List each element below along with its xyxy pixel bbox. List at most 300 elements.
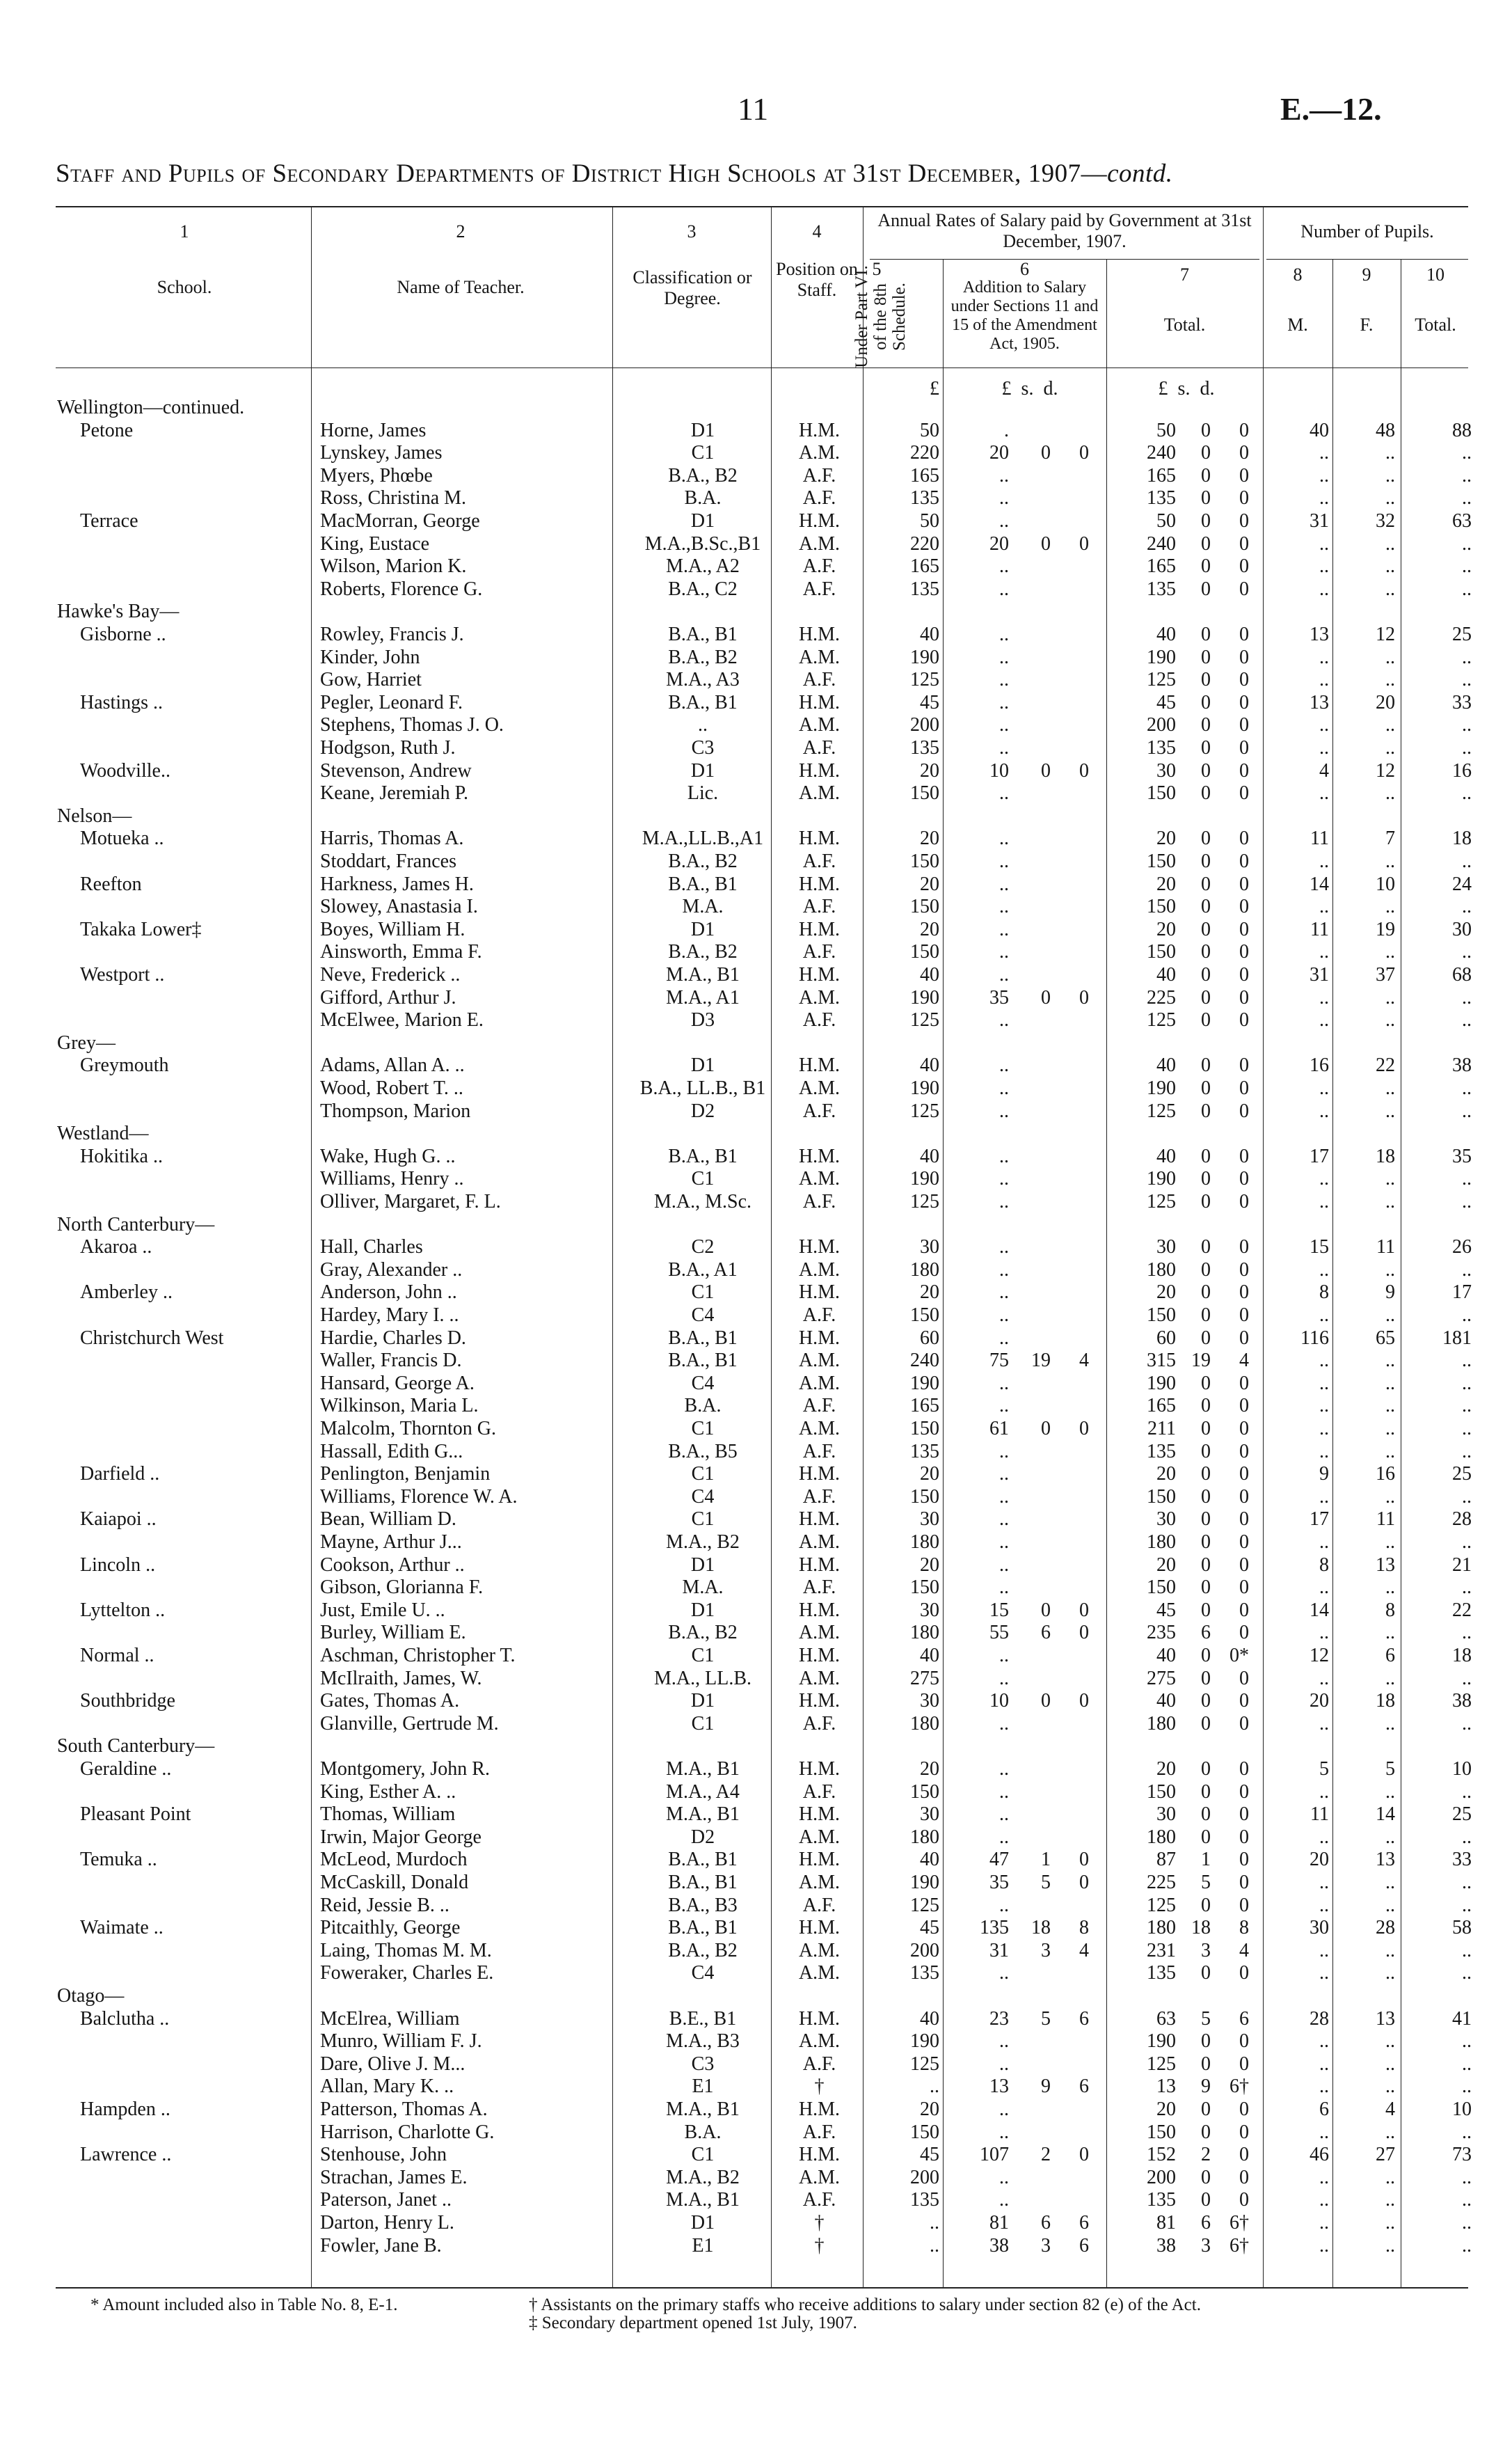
pupils-female: .. (1385, 941, 1395, 963)
table-row (0, 1327, 1512, 1349)
teacher-name: Paterson, Janet .. (320, 2189, 452, 2211)
salary-under-part-vi: 20 (920, 1281, 939, 1304)
addition-pounds: .. (999, 941, 1009, 963)
pupils-total: 28 (1452, 1508, 1472, 1531)
staff-position: A.M. (798, 782, 841, 805)
total-pence: 0 (1239, 873, 1249, 895)
pupils-female: .. (1385, 669, 1395, 691)
teacher-name: McIlraith, James, W. (320, 1667, 482, 1689)
pupils-male: 46 (1310, 2144, 1329, 2166)
school-name: Terrace (80, 510, 138, 532)
table-row (0, 2235, 1512, 2257)
total-pounds: 190 (1147, 1168, 1176, 1190)
teacher-name: Stevenson, Andrew (320, 759, 472, 782)
total-pence: 4 (1239, 1350, 1249, 1372)
salary-under-part-vi: 150 (910, 1780, 939, 1803)
total-pounds: 81 (1156, 2212, 1176, 2234)
addition-pounds: .. (999, 1508, 1009, 1531)
pupils-male: .. (1319, 941, 1329, 963)
pupils-female: .. (1385, 1395, 1395, 1417)
total-shillings: 1 (1201, 1849, 1211, 1871)
pupils-total: 22 (1452, 1599, 1472, 1621)
total-shillings: 0 (1201, 1258, 1211, 1281)
staff-position: A.F. (802, 1894, 836, 1916)
addition-pounds: .. (999, 1485, 1009, 1508)
addition-pounds: .. (999, 2189, 1009, 2211)
school-name: Amberley .. (80, 1281, 173, 1304)
salary-under-part-vi: 20 (920, 759, 939, 782)
females-header: F. (1360, 315, 1374, 335)
salary-under-part-vi: 200 (910, 714, 939, 736)
table-row (0, 1554, 1512, 1576)
pupils-female: .. (1385, 1350, 1395, 1372)
region-heading-row (0, 601, 1512, 622)
salary-under-part-vi: 190 (910, 1872, 939, 1893)
table-row (0, 1350, 1512, 1371)
total-pence: 0 (1239, 1009, 1249, 1032)
classification: B.A., B5 (668, 1440, 738, 1462)
region-name: Wellington—continued. (57, 397, 245, 418)
salary-under-part-vi: 275 (910, 1667, 939, 1689)
staff-position: A.F. (802, 2121, 836, 2143)
region-name: South Canterbury— (57, 1735, 215, 1757)
pupils-total: .. (1462, 532, 1472, 555)
total-pounds: 180 (1147, 1826, 1176, 1848)
staff-position: A.F. (802, 1576, 836, 1599)
pupils-total: 16 (1452, 759, 1472, 782)
classification: E1 (692, 2076, 714, 2098)
total-shillings: 0 (1201, 1463, 1211, 1485)
school-name: Hampden .. (80, 2099, 170, 2120)
teacher-name: McElwee, Marion E. (320, 1009, 484, 1032)
salary-under-part-vi: 40 (920, 1849, 939, 1871)
addition-pounds: .. (999, 1191, 1009, 1212)
pupils-male: 5 (1319, 1758, 1329, 1780)
pupils-female: .. (1385, 986, 1395, 1009)
total-pence: 0 (1239, 1758, 1249, 1780)
addition-pounds: 20 (989, 532, 1009, 555)
teacher-name: Glanville, Gertrude M. (320, 1712, 499, 1734)
classification: C1 (691, 2144, 715, 2166)
pupils-male: .. (1319, 578, 1329, 600)
table-row (0, 2008, 1512, 2030)
staff-position: A.M. (798, 1418, 841, 1439)
teacher-name: Harrison, Charlotte G. (320, 2121, 495, 2143)
pupils-male: 13 (1310, 624, 1329, 645)
pupils-female: .. (1385, 1872, 1395, 1893)
addition-pounds: .. (999, 691, 1009, 713)
teacher-name: Harkness, James H. (320, 873, 474, 895)
pupils-total: .. (1462, 714, 1472, 736)
salary-under-part-vi: 150 (910, 896, 939, 918)
pupils-female: 48 (1376, 419, 1395, 441)
pupils-male: .. (1319, 1485, 1329, 1508)
teacher-name: Stephens, Thomas J. O. (320, 714, 504, 736)
table-row (0, 420, 1512, 441)
total-pence: 0 (1239, 555, 1249, 578)
salary-under-part-vi: 20 (920, 873, 939, 895)
total-pence: 0 (1239, 2189, 1249, 2211)
table-row (0, 533, 1512, 555)
addition-pence: 0 (1079, 442, 1089, 464)
addition-pounds: 20 (989, 442, 1009, 464)
staff-position: A.F. (802, 2053, 836, 2075)
pupils-total: 24 (1452, 873, 1472, 895)
total-shillings: 0 (1201, 714, 1211, 736)
total-pounds: 190 (1147, 1077, 1176, 1099)
salary-under-part-vi: 220 (910, 532, 939, 555)
addition-pounds: .. (999, 1236, 1009, 1258)
total-pence: 0 (1239, 737, 1249, 759)
total-shillings: 0 (1201, 941, 1211, 963)
teacher-name: Gow, Harriet (320, 669, 422, 691)
addition-pounds: .. (999, 1962, 1009, 1984)
total-shillings: 3 (1201, 2234, 1211, 2257)
col-num-4: 4 (812, 221, 822, 242)
table-row (0, 919, 1512, 940)
pupils-male: .. (1319, 1440, 1329, 1462)
pupils-female: 22 (1376, 1054, 1395, 1077)
staff-position: H.M. (798, 1554, 841, 1576)
pupils-total: 38 (1452, 1054, 1472, 1077)
classification: M.A., A3 (666, 669, 740, 691)
table-row (0, 1486, 1512, 1508)
salary-under-part-vi: 150 (910, 1485, 939, 1508)
pupils-female: 12 (1376, 624, 1395, 645)
pupils-female: 4 (1385, 2099, 1395, 2120)
pupils-male: .. (1319, 2212, 1329, 2234)
addition-pounds: .. (999, 1554, 1009, 1576)
total-pounds: 50 (1156, 419, 1176, 441)
pupils-total: .. (1462, 1372, 1472, 1394)
total-pounds: 231 (1147, 1939, 1176, 1961)
table-row (0, 1690, 1512, 1712)
total-pence: 0 (1239, 669, 1249, 691)
staff-position: † (814, 2212, 825, 2234)
total-pence: 0 (1239, 1531, 1249, 1553)
staff-position: H.M. (798, 918, 841, 940)
salary-under-part-vi: 40 (920, 624, 939, 645)
pupils-male: .. (1319, 1258, 1329, 1281)
total-pounds: 20 (1156, 1554, 1176, 1576)
pupils-group-header: Number of Pupils. (1300, 221, 1434, 242)
addition-pounds: 10 (989, 1690, 1009, 1712)
teacher-name: Thomas, William (320, 1803, 456, 1826)
pupils-male: 31 (1310, 510, 1329, 532)
pupils-total: .. (1462, 2076, 1472, 2098)
school-name: Lawrence .. (80, 2144, 172, 2166)
total-shillings: 0 (1201, 1712, 1211, 1734)
total-pounds: 235 (1147, 1622, 1176, 1644)
pupils-male: .. (1319, 1780, 1329, 1803)
addition-pounds: 38 (989, 2234, 1009, 2257)
addition-pence: 6 (1079, 2234, 1089, 2257)
addition-pounds: .. (999, 1281, 1009, 1304)
table-row (0, 760, 1512, 782)
region-name: North Canterbury— (57, 1213, 215, 1235)
addition-pounds: .. (999, 1894, 1009, 1916)
addition-pounds: .. (999, 1304, 1009, 1326)
table-row (0, 1803, 1512, 1825)
classification: C1 (691, 1645, 715, 1666)
school-name: Woodville.. (80, 759, 170, 782)
total-shillings: 0 (1201, 896, 1211, 918)
addition-pounds: 13 (989, 2076, 1009, 2098)
pupils-female: .. (1385, 464, 1395, 487)
pupils-total: .. (1462, 1780, 1472, 1803)
pupils-male: .. (1319, 1372, 1329, 1394)
salary-under-part-vi: 165 (910, 555, 939, 578)
classification: D1 (690, 1599, 715, 1621)
col-num-1: 1 (180, 221, 189, 242)
pupils-female: 11 (1376, 1236, 1395, 1258)
pupils-male: 30 (1310, 1917, 1329, 1939)
classification: B.A. (684, 1395, 722, 1417)
classification: M.A., B2 (666, 1531, 740, 1553)
addition-pounds: .. (999, 737, 1009, 759)
pupils-male: 9 (1319, 1463, 1329, 1485)
staff-position: A.M. (798, 1077, 841, 1099)
total-shillings: 3 (1201, 1939, 1211, 1961)
total-pounds: 225 (1147, 1872, 1176, 1893)
teacher-name: Mayne, Arthur J... (320, 1531, 462, 1553)
total-shillings: 0 (1201, 759, 1211, 782)
table-row (0, 692, 1512, 713)
total-pounds: 190 (1147, 1372, 1176, 1394)
pupils-total: 25 (1452, 1463, 1472, 1485)
salary-under-part-vi: 190 (910, 646, 939, 668)
pupils-female: .. (1385, 2076, 1395, 2098)
pupils-female: 37 (1376, 964, 1395, 986)
pupils-female: 9 (1385, 1281, 1395, 1304)
teacher-name: King, Esther A. .. (320, 1780, 456, 1803)
total-pence: 0 (1239, 1100, 1249, 1122)
teacher-name: Gray, Alexander .. (320, 1258, 463, 1281)
addition-pounds: .. (999, 1645, 1009, 1666)
pupils-female: 10 (1376, 873, 1395, 895)
total-pounds: 135 (1147, 1440, 1176, 1462)
total-pence: 0 (1239, 1690, 1249, 1712)
total-pounds: 165 (1147, 555, 1176, 578)
staff-position: A.F. (802, 2189, 836, 2211)
pupils-total: .. (1462, 578, 1472, 600)
table-row (0, 2030, 1512, 2052)
teacher-name: Myers, Phœbe (320, 464, 433, 487)
pupils-male: 20 (1310, 1849, 1329, 1871)
col-num-7: 7 (1180, 264, 1189, 285)
addition-pounds: .. (999, 578, 1009, 600)
salary-under-part-vi: 200 (910, 1939, 939, 1961)
staff-position: A.M. (798, 2030, 841, 2053)
salary-under-part-vi: 125 (910, 1191, 939, 1212)
addition-pounds: 31 (989, 1939, 1009, 1961)
table-row (0, 1826, 1512, 1848)
teacher-name: Laing, Thomas M. M. (320, 1939, 492, 1961)
classification: D1 (690, 1690, 715, 1712)
salary-under-part-vi: 40 (920, 1145, 939, 1167)
classification: M.A., B3 (666, 2030, 740, 2053)
salary-under-part-vi: 40 (920, 964, 939, 986)
classification: M.A., B1 (666, 2099, 740, 2120)
pupils-male: .. (1319, 1667, 1329, 1689)
teacher-name: Waller, Francis D. (320, 1350, 462, 1372)
addition-pounds: 35 (989, 986, 1009, 1009)
total-pounds: 180 (1147, 1258, 1176, 1281)
teacher-name: Patterson, Thomas A. (320, 2099, 488, 2120)
table-row (0, 987, 1512, 1009)
addition-pence: 0 (1079, 1849, 1089, 1871)
pupils-male: .. (1319, 2234, 1329, 2257)
total-pence: 0 (1239, 1327, 1249, 1349)
total-shillings: 0 (1201, 828, 1211, 850)
teacher-name: Stoddart, Frances (320, 851, 456, 872)
salary-under-part-vi: 30 (920, 1236, 939, 1258)
addition-pence: 4 (1079, 1939, 1089, 1961)
region-heading-row (0, 1214, 1512, 1235)
total-pounds: 20 (1156, 1463, 1176, 1485)
pupils-male: .. (1319, 1168, 1329, 1190)
total-shillings: 0 (1201, 1009, 1211, 1032)
addition-pounds: .. (999, 555, 1009, 578)
addition-pounds: .. (999, 646, 1009, 668)
salary-under-part-vi: 20 (920, 1554, 939, 1576)
total-pence: 6 (1239, 2007, 1249, 2030)
table-row (0, 1304, 1512, 1326)
table-row (0, 1940, 1512, 1961)
addition-pence: 0 (1079, 1690, 1089, 1712)
addition-pounds: .. (999, 918, 1009, 940)
school-name: Darfield .. (80, 1463, 160, 1485)
salary-under-part-vi: 180 (910, 1712, 939, 1734)
total-shillings: 5 (1201, 1872, 1211, 1893)
total-shillings: 0 (1201, 1100, 1211, 1122)
pupils-male: 13 (1310, 691, 1329, 713)
pupils-male: 14 (1310, 873, 1329, 895)
salary-under-part-vi: 125 (910, 1100, 939, 1122)
pupils-female: .. (1385, 2234, 1395, 2257)
salary-under-part-vi: 190 (910, 1077, 939, 1099)
teacher-name: Pegler, Leonard F. (320, 691, 463, 713)
total-pounds: 20 (1156, 873, 1176, 895)
classification: C1 (691, 442, 715, 464)
salary-under-part-vi: 50 (920, 419, 939, 441)
pupils-female: 18 (1376, 1145, 1395, 1167)
total-pounds: 40 (1156, 1690, 1176, 1712)
classification: C4 (691, 1372, 715, 1394)
classification: M.A., A2 (666, 555, 740, 578)
pupils-total: .. (1462, 2234, 1472, 2257)
addition-pounds: .. (999, 510, 1009, 532)
col-num-6: 6 (1020, 259, 1029, 279)
classification: D1 (690, 419, 715, 441)
staff-position: H.M. (798, 1327, 841, 1349)
classification: C4 (691, 1962, 715, 1984)
addition-pounds: 15 (989, 1599, 1009, 1621)
addition-pence: 6 (1079, 2212, 1089, 2234)
addition-pounds: .. (999, 1077, 1009, 1099)
total-pounds: 125 (1147, 2053, 1176, 2075)
total-shillings: 0 (1201, 1894, 1211, 1916)
pupils-male: .. (1319, 1009, 1329, 1032)
classification: B.A., B3 (668, 1894, 738, 1916)
teacher-name: Montgomery, John R. (320, 1758, 490, 1780)
classification: B.A. (684, 2121, 722, 2143)
total-pounds: 40 (1156, 1145, 1176, 1167)
school-name: Akaroa .. (80, 1236, 152, 1258)
pupils-female: 32 (1376, 510, 1395, 532)
salary-under-part-vi: 30 (920, 1508, 939, 1531)
region-heading-row (0, 1032, 1512, 1054)
classification: B.A., LL.B., B1 (639, 1077, 766, 1099)
table-row (0, 1599, 1512, 1621)
total-shillings: 0 (1201, 1508, 1211, 1531)
staff-position: H.M. (798, 828, 841, 850)
table-row (0, 1895, 1512, 1916)
addition-pounds: .. (999, 873, 1009, 895)
total-shillings: 0 (1201, 1599, 1211, 1621)
addition-shillings: 0 (1041, 986, 1051, 1009)
salary-under-part-vi: 135 (910, 1962, 939, 1984)
col-num-10: 10 (1426, 264, 1445, 285)
pupils-total: .. (1462, 2121, 1472, 2143)
pupils-total: .. (1462, 1962, 1472, 1984)
pupils-female: .. (1385, 1440, 1395, 1462)
total-pence: 0 (1239, 510, 1249, 532)
classification: B.A., B2 (668, 1939, 738, 1961)
pupils-total: 17 (1452, 1281, 1472, 1304)
staff-position: A.M. (798, 1531, 841, 1553)
school-name: Greymouth (80, 1054, 169, 1077)
total-pence: 0 (1239, 1576, 1249, 1599)
addition-pounds: .. (999, 464, 1009, 487)
pupils-female: .. (1385, 2189, 1395, 2211)
total-pence: 0 (1239, 1508, 1249, 1531)
addition-pounds: .. (999, 487, 1009, 509)
pupils-female: .. (1385, 442, 1395, 464)
staff-position: A.F. (802, 1009, 836, 1032)
total-pounds: 240 (1147, 442, 1176, 464)
pupils-total: 38 (1452, 1690, 1472, 1712)
table-row (0, 828, 1512, 849)
staff-position: A.M. (798, 1939, 841, 1961)
pupils-total: 35 (1452, 1145, 1472, 1167)
salary-under-part-vi: 180 (910, 1826, 939, 1848)
pupils-total: .. (1462, 1894, 1472, 1916)
addition-pounds: .. (999, 896, 1009, 918)
total-pence: 0 (1239, 986, 1249, 1009)
total-pounds: 150 (1147, 782, 1176, 805)
total-pence: 0 (1239, 1372, 1249, 1394)
pupils-male: .. (1319, 1962, 1329, 1984)
pupils-total: 10 (1452, 2099, 1472, 2120)
pupils-total: 25 (1452, 1803, 1472, 1826)
pupils-male: .. (1319, 1304, 1329, 1326)
school-name: Petone (80, 419, 134, 441)
total-shillings: 0 (1201, 1372, 1211, 1394)
total-pounds: 125 (1147, 669, 1176, 691)
staff-position: A.M. (798, 1168, 841, 1190)
table-row (0, 1077, 1512, 1099)
staff-position: H.M. (798, 624, 841, 645)
staff-position: A.F. (802, 1191, 836, 1212)
staff-position: A.F. (802, 555, 836, 578)
staff-position: H.M. (798, 1054, 841, 1077)
total-pounds: 150 (1147, 941, 1176, 963)
total-shillings: 0 (1201, 1780, 1211, 1803)
table-row (0, 1622, 1512, 1643)
total-shillings: 0 (1201, 1758, 1211, 1780)
pupils-total: .. (1462, 2212, 1472, 2234)
